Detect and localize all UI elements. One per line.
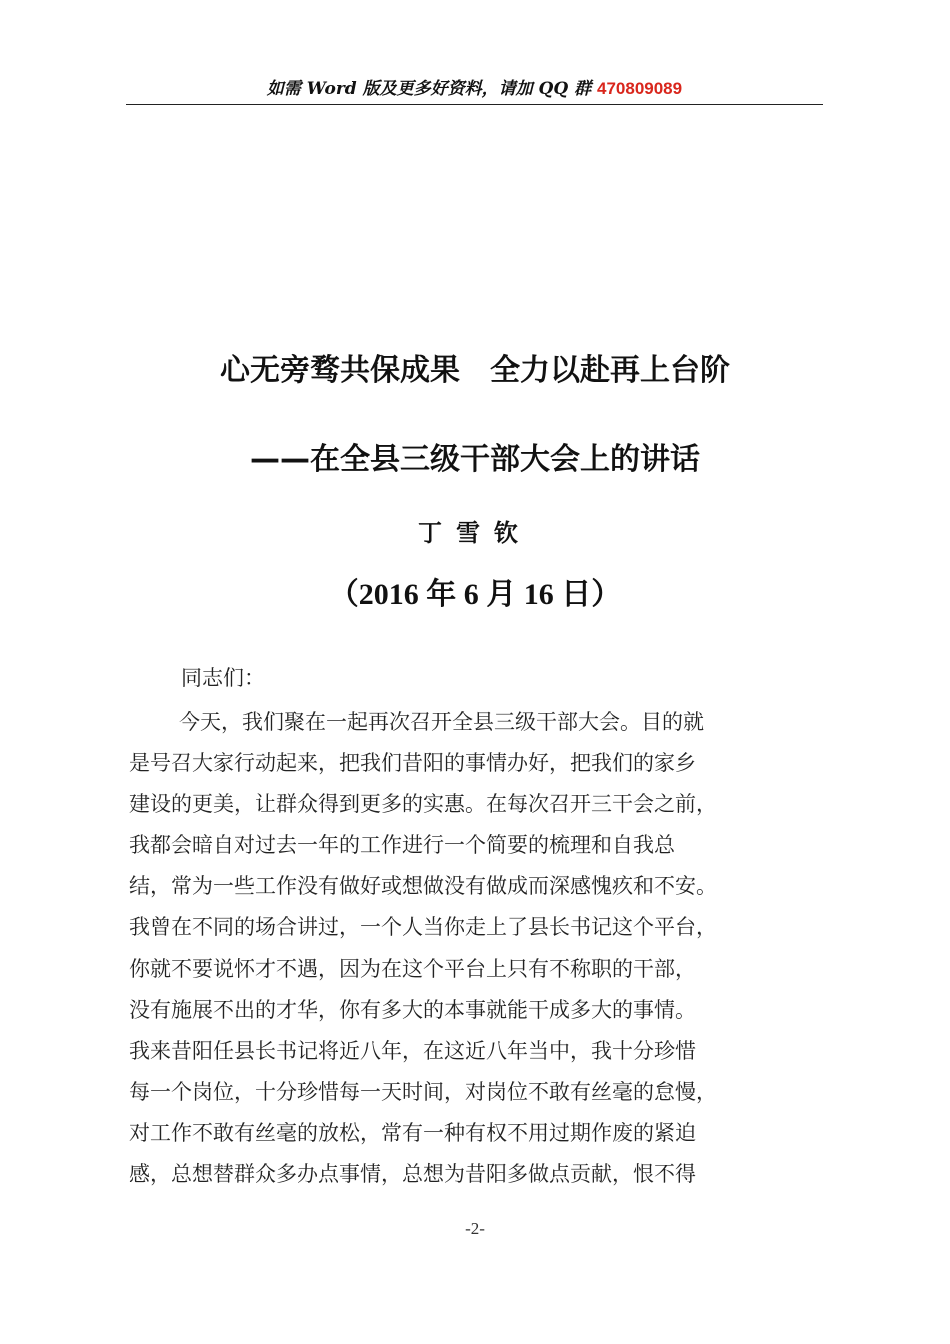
body-line: 你就不要说怀才不遇，因为在这个平台上只有不称职的干部，: [129, 956, 696, 981]
body-line: 感，总想替群众多办点事情，总想为昔阳多做点贡献，恨不得: [129, 1162, 696, 1187]
header-text: 如需 Word 版及更多好资料，请加 QQ 群: [266, 79, 597, 99]
body-line: 今天，我们聚在一起再次召开全县三级干部大会。目的就: [179, 710, 704, 734]
body-line: 建设的更美，让群众得到更多的实惠。在每次召开三干会之前，: [129, 792, 717, 817]
header-divider: [126, 104, 823, 105]
document-subtitle: ——在全县三级干部大会上的讲话: [250, 442, 700, 477]
salutation: 同志们：: [181, 666, 265, 690]
body-paragraph: [129, 702, 829, 1195]
body-line: 没有施展不出的才华，你有多大的本事就能干成多大的事情。: [129, 997, 696, 1022]
page-number: -2-: [465, 1219, 485, 1238]
body-line: 每一个岗位，十分珍惜每一天时间，对岗位不敢有丝毫的怠慢，: [129, 1079, 717, 1104]
body-line: 结，常为一些工作没有做好或想做没有做成而深感愧疚和不安。: [129, 874, 717, 899]
body-line: 我曾在不同的场合讲过，一个人当你走上了县长书记这个平台，: [129, 915, 717, 940]
body-line: 我来昔阳任县长书记将近八年，在这近八年当中，我十分珍惜: [129, 1038, 696, 1063]
body-line: 我都会暗自对过去一年的工作进行一个简要的梳理和自我总: [129, 833, 675, 858]
speech-date: （2016 年 6 月 16 日）: [328, 578, 622, 611]
header-qq-number: 470809089: [597, 79, 683, 98]
author-name: 丁雪钦: [418, 519, 532, 547]
body-line: 是号召大家行动起来，把我们昔阳的事情办好，把我们的家乡: [129, 751, 696, 776]
page-header: [126, 74, 823, 99]
document-title: 心无旁骛共保成果 全力以赴再上台阶: [220, 353, 730, 388]
body-line: 对工作不敢有丝毫的放松，常有一种有权不用过期作废的紧迫: [129, 1120, 696, 1145]
